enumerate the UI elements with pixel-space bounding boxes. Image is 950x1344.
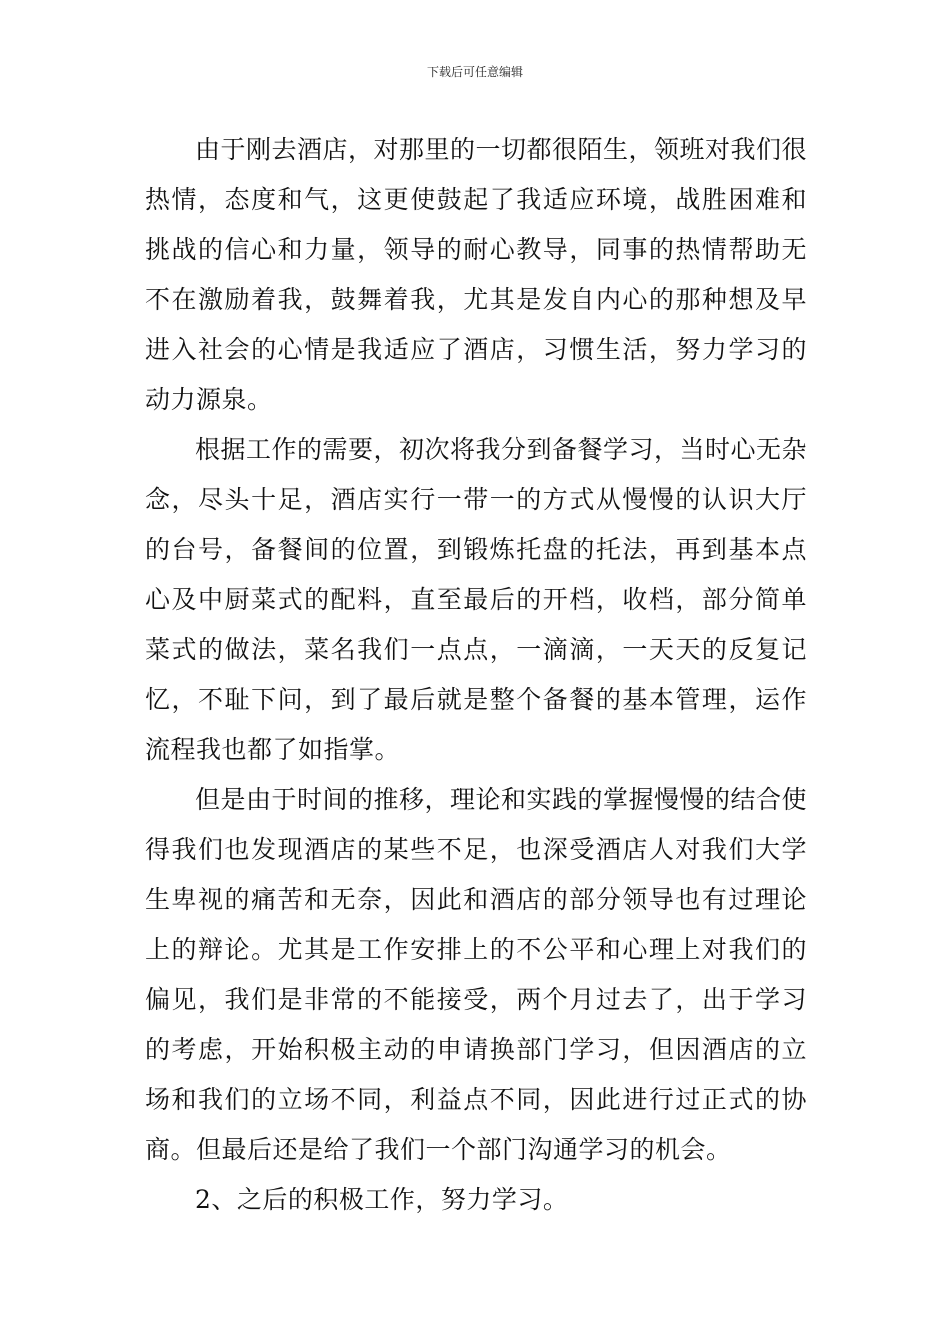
paragraph-3: 但是由于时间的推移，理论和实践的掌握慢慢的结合使得我们也发现酒店的某些不足，也深受酒店人对我们大学生卑视的痛苦和无奈，因此和酒店的部分领导也有过理论上的辩论。尤其是工作安排上的不公平和心理上对我们的偏见，我们是非常的不能接受，两个月过去了，出于学习的考虑，开始积极主动的申请换部门学习，但因酒店的立场和我们的立场不同，利益点不同，因此进行过正式的协商。但最后还是给了我们一个部门沟通学习的机会。 bbox=[145, 785, 808, 1164]
paragraph-2: 根据工作的需要，初次将我分到备餐学习，当时心无杂念，尽头十足，酒店实行一带一的方式从慢慢的认识大厅的台号，备餐间的位置，到锻炼托盘的托法，再到基本点心及中厨菜式的配料，直至最后的开档，收档，部分简单菜式的做法，菜名我们一点点，一滴滴，一天天的反复记忆，不耻下问，到了最后就是整个备餐的基本管理，运作流程我也都了如指掌。 bbox=[145, 435, 808, 764]
paragraph-4: 2、之后的积极工作，努力学习。 bbox=[195, 1185, 569, 1214]
document-body bbox=[145, 125, 807, 1225]
paragraph-1: 由于刚去酒店，对那里的一切都很陌生，领班对我们很热情，态度和气，这更使鼓起了我适应环境，战胜困难和挑战的信心和力量，领导的耐心教导，同事的热情帮助无不在激励着我，鼓舞着我，尤其是发自内心的那种想及早进入社会的心情是我适应了酒店，习惯生活，努力学习的动力源泉。 bbox=[145, 135, 808, 414]
page-header: 下载后可任意编辑 bbox=[426, 65, 523, 79]
